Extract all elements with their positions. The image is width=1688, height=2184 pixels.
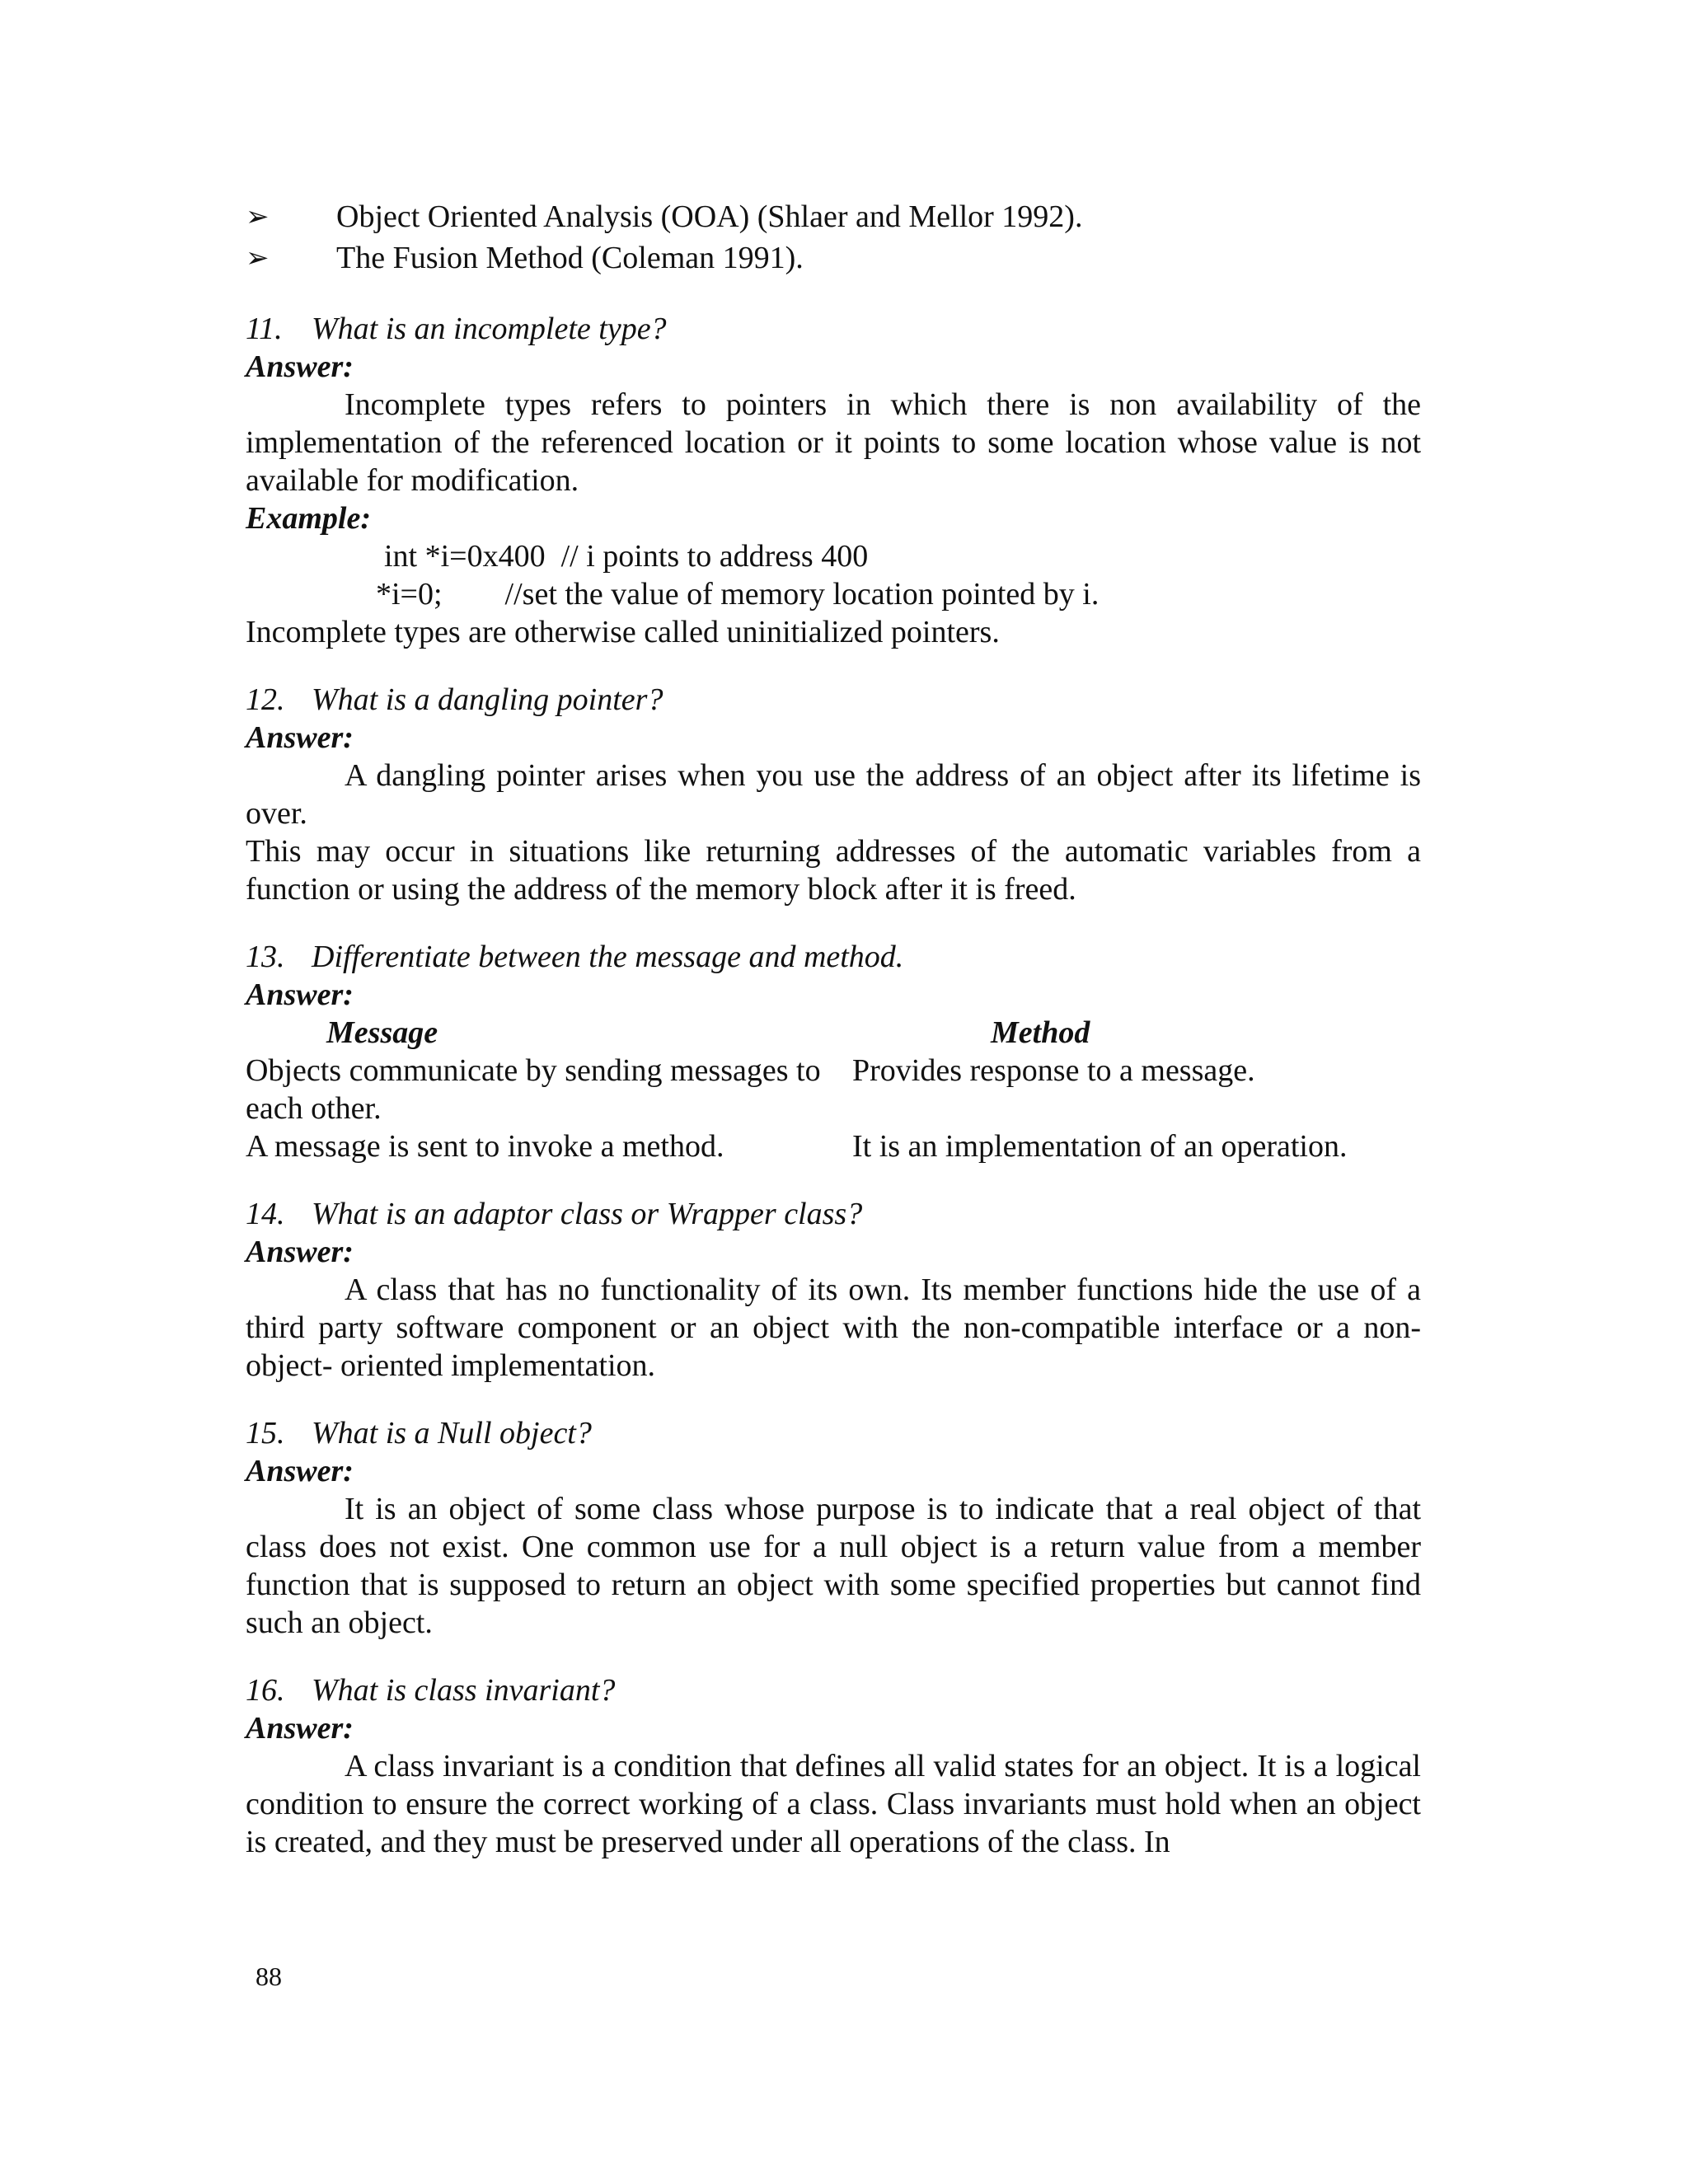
column-header-message: Message bbox=[326, 1015, 438, 1050]
bullet-item bbox=[246, 239, 1421, 280]
answer-label: Answer: bbox=[246, 349, 354, 384]
question-heading bbox=[246, 681, 1421, 719]
page-number: 88 bbox=[256, 1961, 282, 1991]
arrow-bullet-icon: ➢ bbox=[246, 200, 270, 233]
question-number: 16. bbox=[246, 1673, 285, 1708]
bullet-item bbox=[246, 198, 1421, 239]
table-row bbox=[246, 1127, 1421, 1165]
answer-label: Answer: bbox=[246, 1454, 354, 1488]
question-text: What is class invariant? bbox=[312, 1673, 616, 1708]
table-row bbox=[246, 1052, 1421, 1127]
question-heading bbox=[246, 1671, 1421, 1709]
message-cell: A message is sent to invoke a method. bbox=[246, 1129, 724, 1164]
bullet-text: Object Oriented Analysis (OOA) (Shlaer and Mellor 1992). bbox=[336, 199, 1083, 234]
question-text: Differentiate between the message and method. bbox=[312, 940, 904, 974]
bullet-text: The Fusion Method (Coleman 1991). bbox=[336, 241, 804, 275]
question-text: What is an adaptor class or Wrapper class? bbox=[312, 1197, 863, 1231]
answer-paragraph: A dangling pointer arises when you use the address of an object after its lifetime is over. bbox=[246, 758, 1421, 831]
answer-label: Answer: bbox=[246, 977, 354, 1012]
question-heading bbox=[246, 310, 1421, 348]
question-text: What is a dangling pointer? bbox=[312, 682, 663, 717]
answer-paragraph: Incomplete types refers to pointers in which there is non availability of the implementation of the referenced location or it points to some location whose value is not available for modification. bbox=[246, 387, 1421, 498]
question-number: 11. bbox=[246, 312, 283, 346]
column-header-method: Method bbox=[991, 1015, 1090, 1050]
method-cell: It is an implementation of an operation. bbox=[852, 1129, 1348, 1164]
question-heading bbox=[246, 1414, 1421, 1452]
answer-label: Answer: bbox=[246, 720, 354, 755]
arrow-bullet-icon: ➢ bbox=[246, 241, 270, 274]
table-header-row bbox=[246, 1014, 1421, 1052]
answer-paragraph: A class that has no functionality of its own. Its member functions hide the use of a third party software component or an object with the non-compatible interface or a non-object- oriented implementation. bbox=[246, 1272, 1421, 1383]
example-label: Example: bbox=[246, 501, 371, 536]
message-cell: Objects communicate by sending messages to each other. bbox=[246, 1053, 821, 1126]
question-number: 12. bbox=[246, 682, 285, 717]
comparison-table bbox=[246, 1014, 1421, 1165]
answer-label: Answer: bbox=[246, 1235, 354, 1269]
question-number: 15. bbox=[246, 1416, 285, 1451]
answer-label: Answer: bbox=[246, 1711, 354, 1746]
question-number: 13. bbox=[246, 940, 285, 974]
question-text: What is a Null object? bbox=[312, 1416, 592, 1451]
question-heading bbox=[246, 1195, 1421, 1233]
method-cell: Provides response to a message. bbox=[852, 1053, 1255, 1088]
code-line: *i=0; //set the value of memory location pointed by i. bbox=[376, 577, 1100, 612]
question-heading bbox=[246, 938, 1421, 976]
answer-paragraph: This may occur in situations like returning addresses of the automatic variables from a function or using the address of the memory block after it is freed. bbox=[246, 834, 1421, 907]
answer-paragraph: It is an object of some class whose purpose is to indicate that a real object of that class does not exist. One common use for a null object is a return value from a member function that is supposed to return an object with some specified properties but cannot find such an object. bbox=[246, 1492, 1421, 1640]
document-page bbox=[246, 198, 1421, 1861]
code-line: int *i=0x400 // i points to address 400 bbox=[384, 539, 869, 574]
note-paragraph: Incomplete types are otherwise called uninitialized pointers. bbox=[246, 615, 1000, 649]
question-text: What is an incomplete type? bbox=[312, 312, 667, 346]
question-number: 14. bbox=[246, 1197, 285, 1231]
answer-paragraph: A class invariant is a condition that defines all valid states for an object. It is a logical condition to ensure the correct working of a class. Class invariants must hold when an object is created, and they must be preserved under all operations of the class. In bbox=[246, 1749, 1421, 1859]
